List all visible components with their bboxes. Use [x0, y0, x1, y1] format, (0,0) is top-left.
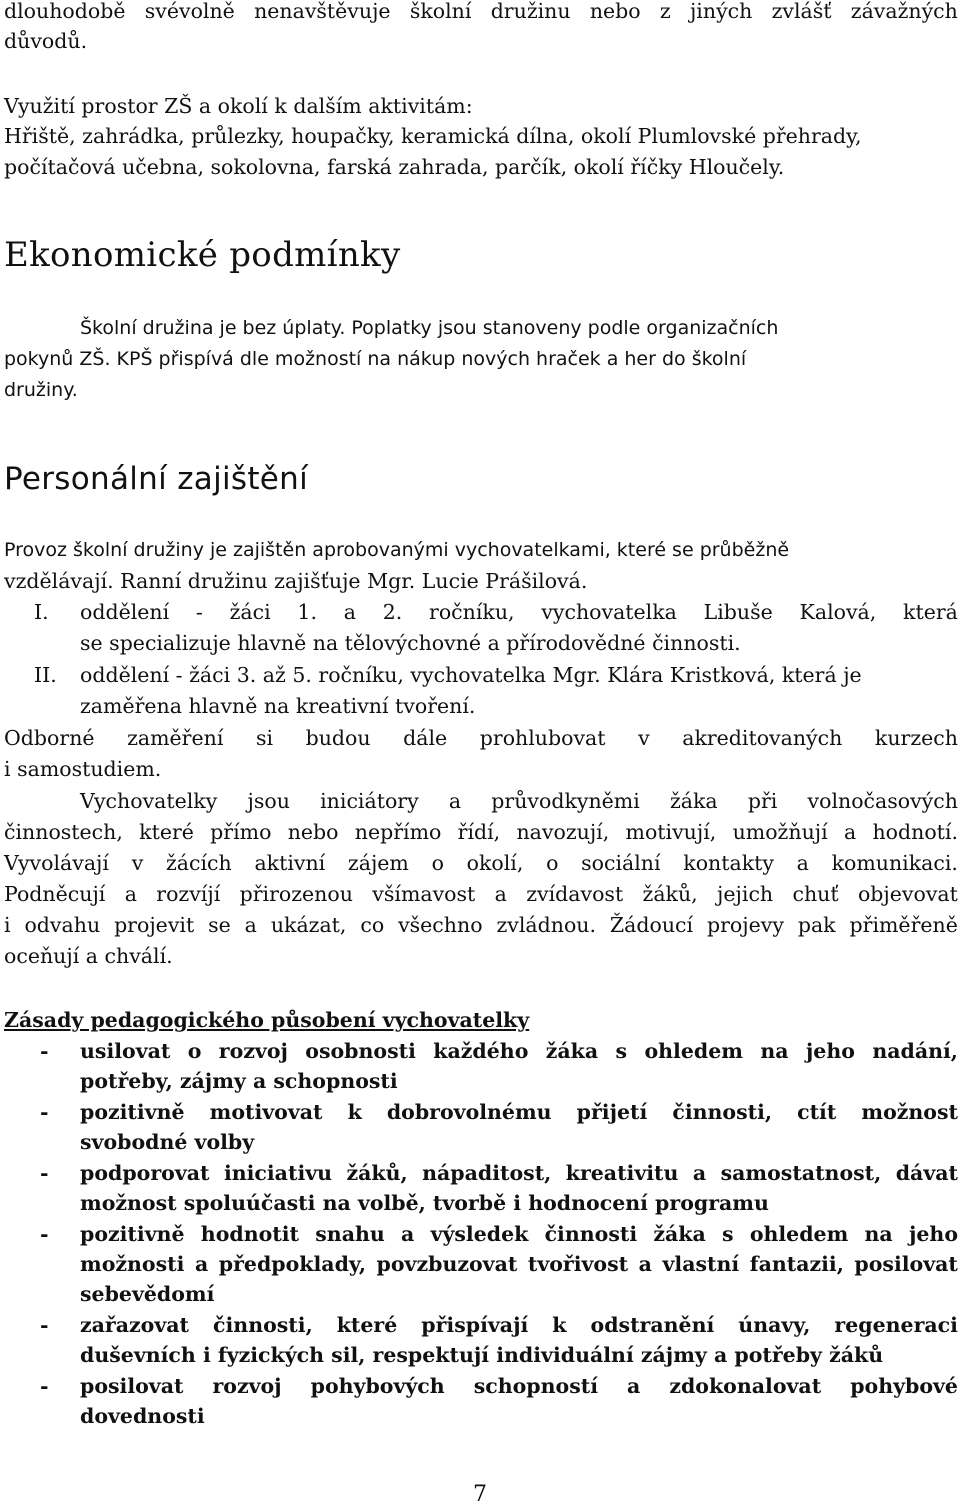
list-dash: -	[40, 1039, 49, 1063]
principle-3-line-2: možnost spoluúčasti na volbě, tvorbě i hodnocení programu	[80, 1191, 769, 1215]
department-1-line-1: oddělení - žáci 1. a 2. ročníku, vychovatelka Libuše Kalová, která	[80, 600, 958, 624]
page-number: 7	[473, 1482, 487, 1507]
educators-line-2: činnostech, které přímo nebo nepřímo řídí, navozují, motivují, umožňují a hodnotí.	[4, 820, 958, 844]
educators-line-4: Podněcují a rozvíjí přirozenou všímavost a zvídavost žáků, jejich chuť objevovat	[4, 882, 958, 906]
principle-4-line-1: pozitivně hodnotit snahu a výsledek činnosti žáka s ohledem na jeho	[80, 1222, 958, 1246]
principle-2-line-1: pozitivně motivovat k dobrovolnému přijetí činnosti, ctít možnost	[80, 1100, 958, 1124]
educators-line-1: Vychovatelky jsou iniciátory a průvodkyněmi žáka při volnočasových	[80, 789, 958, 813]
list-dash: -	[40, 1374, 49, 1398]
facilities-line-2: počítačová učebna, sokolovna, farská zahrada, parčík, okolí říčky Hloučely.	[4, 155, 785, 179]
intro-line-2: důvodů.	[4, 29, 88, 53]
principle-6-line-2: dovednosti	[80, 1404, 205, 1428]
principle-5-line-1: zařazovat činnosti, které přispívají k odstranění únavy, regeneraci	[80, 1313, 958, 1337]
department-2-line-1: oddělení - žáci 3. až 5. ročníku, vychovatelka Mgr. Klára Kristková, která je	[80, 663, 862, 687]
principle-3-line-1: podporovat iniciativu žáků, nápaditost, kreativitu a samostatnost, dávat	[80, 1161, 958, 1185]
principles-heading: Zásady pedagogického působení vychovatelky	[4, 1008, 530, 1032]
principle-6-line-1: posilovat rozvoj pohybových schopností a zdokonalovat pohybové	[80, 1374, 958, 1398]
principle-2-line-2: svobodné volby	[80, 1130, 255, 1154]
department-1-number: I.	[34, 600, 49, 624]
educators-line-6: oceňují a chválí.	[4, 944, 173, 968]
facilities-heading: Využití prostor ZŠ a okolí k dalším aktivitám:	[4, 94, 473, 118]
list-dash: -	[40, 1161, 49, 1185]
list-dash: -	[40, 1100, 49, 1124]
economic-line-2: pokynů ZŠ. KPŠ přispívá dle možností na nákup nových hraček a her do školní	[4, 348, 747, 370]
principle-4-line-2: možnosti a předpoklady, povzbuzovat tvořivost a vlastní fantazii, posilovat	[80, 1252, 958, 1276]
economic-title: Ekonomické podmínky	[4, 235, 401, 275]
principle-1-line-2: potřeby, zájmy a schopnosti	[80, 1069, 398, 1093]
economic-line-1: Školní družina je bez úplaty. Poplatky jsou stanoveny podle organizačních	[80, 317, 779, 339]
facilities-line-1: Hřiště, zahrádka, průlezky, houpačky, keramická dílna, okolí Plumlovské přehrady,	[4, 124, 862, 148]
economic-line-3: družiny.	[4, 379, 78, 401]
department-1-line-2: se specializuje hlavně na tělovýchovné a přírodovědné činnosti.	[80, 631, 741, 655]
principle-1-line-1: usilovat o rozvoj osobnosti každého žáka s ohledem na jeho nadání,	[80, 1039, 958, 1063]
staff-title: Personální zajištění	[4, 461, 309, 497]
staff-line-2: vzdělávají. Ranní družinu zajišťuje Mgr. Lucie Prášilová.	[4, 569, 588, 593]
training-line-1: Odborné zaměření si budou dále prohlubovat v akreditovaných kurzech	[4, 726, 958, 750]
staff-line-1: Provoz školní družiny je zajištěn aprobovanými vychovatelkami, které se průběžně	[4, 539, 790, 561]
department-2-line-2: zaměřena hlavně na kreativní tvoření.	[80, 694, 476, 718]
educators-line-5: i odvahu projevit se a ukázat, co všechno zvládnou. Žádoucí projevy pak přiměřeně	[4, 913, 958, 937]
list-dash: -	[40, 1313, 49, 1337]
list-dash: -	[40, 1222, 49, 1246]
educators-line-3: Vyvolávají v žácích aktivní zájem o okolí, o sociální kontakty a komunikaci.	[4, 851, 958, 875]
training-line-2: i samostudiem.	[4, 757, 162, 781]
department-2-number: II.	[34, 663, 57, 687]
principle-4-line-3: sebevědomí	[80, 1282, 215, 1306]
principle-5-line-2: duševních i fyzických sil, respektují individuální zájmy a potřeby žáků	[80, 1343, 884, 1367]
intro-line-1: dlouhodobě svévolně nenavštěvuje školní družinu nebo z jiných zvlášť závažných	[4, 0, 958, 23]
